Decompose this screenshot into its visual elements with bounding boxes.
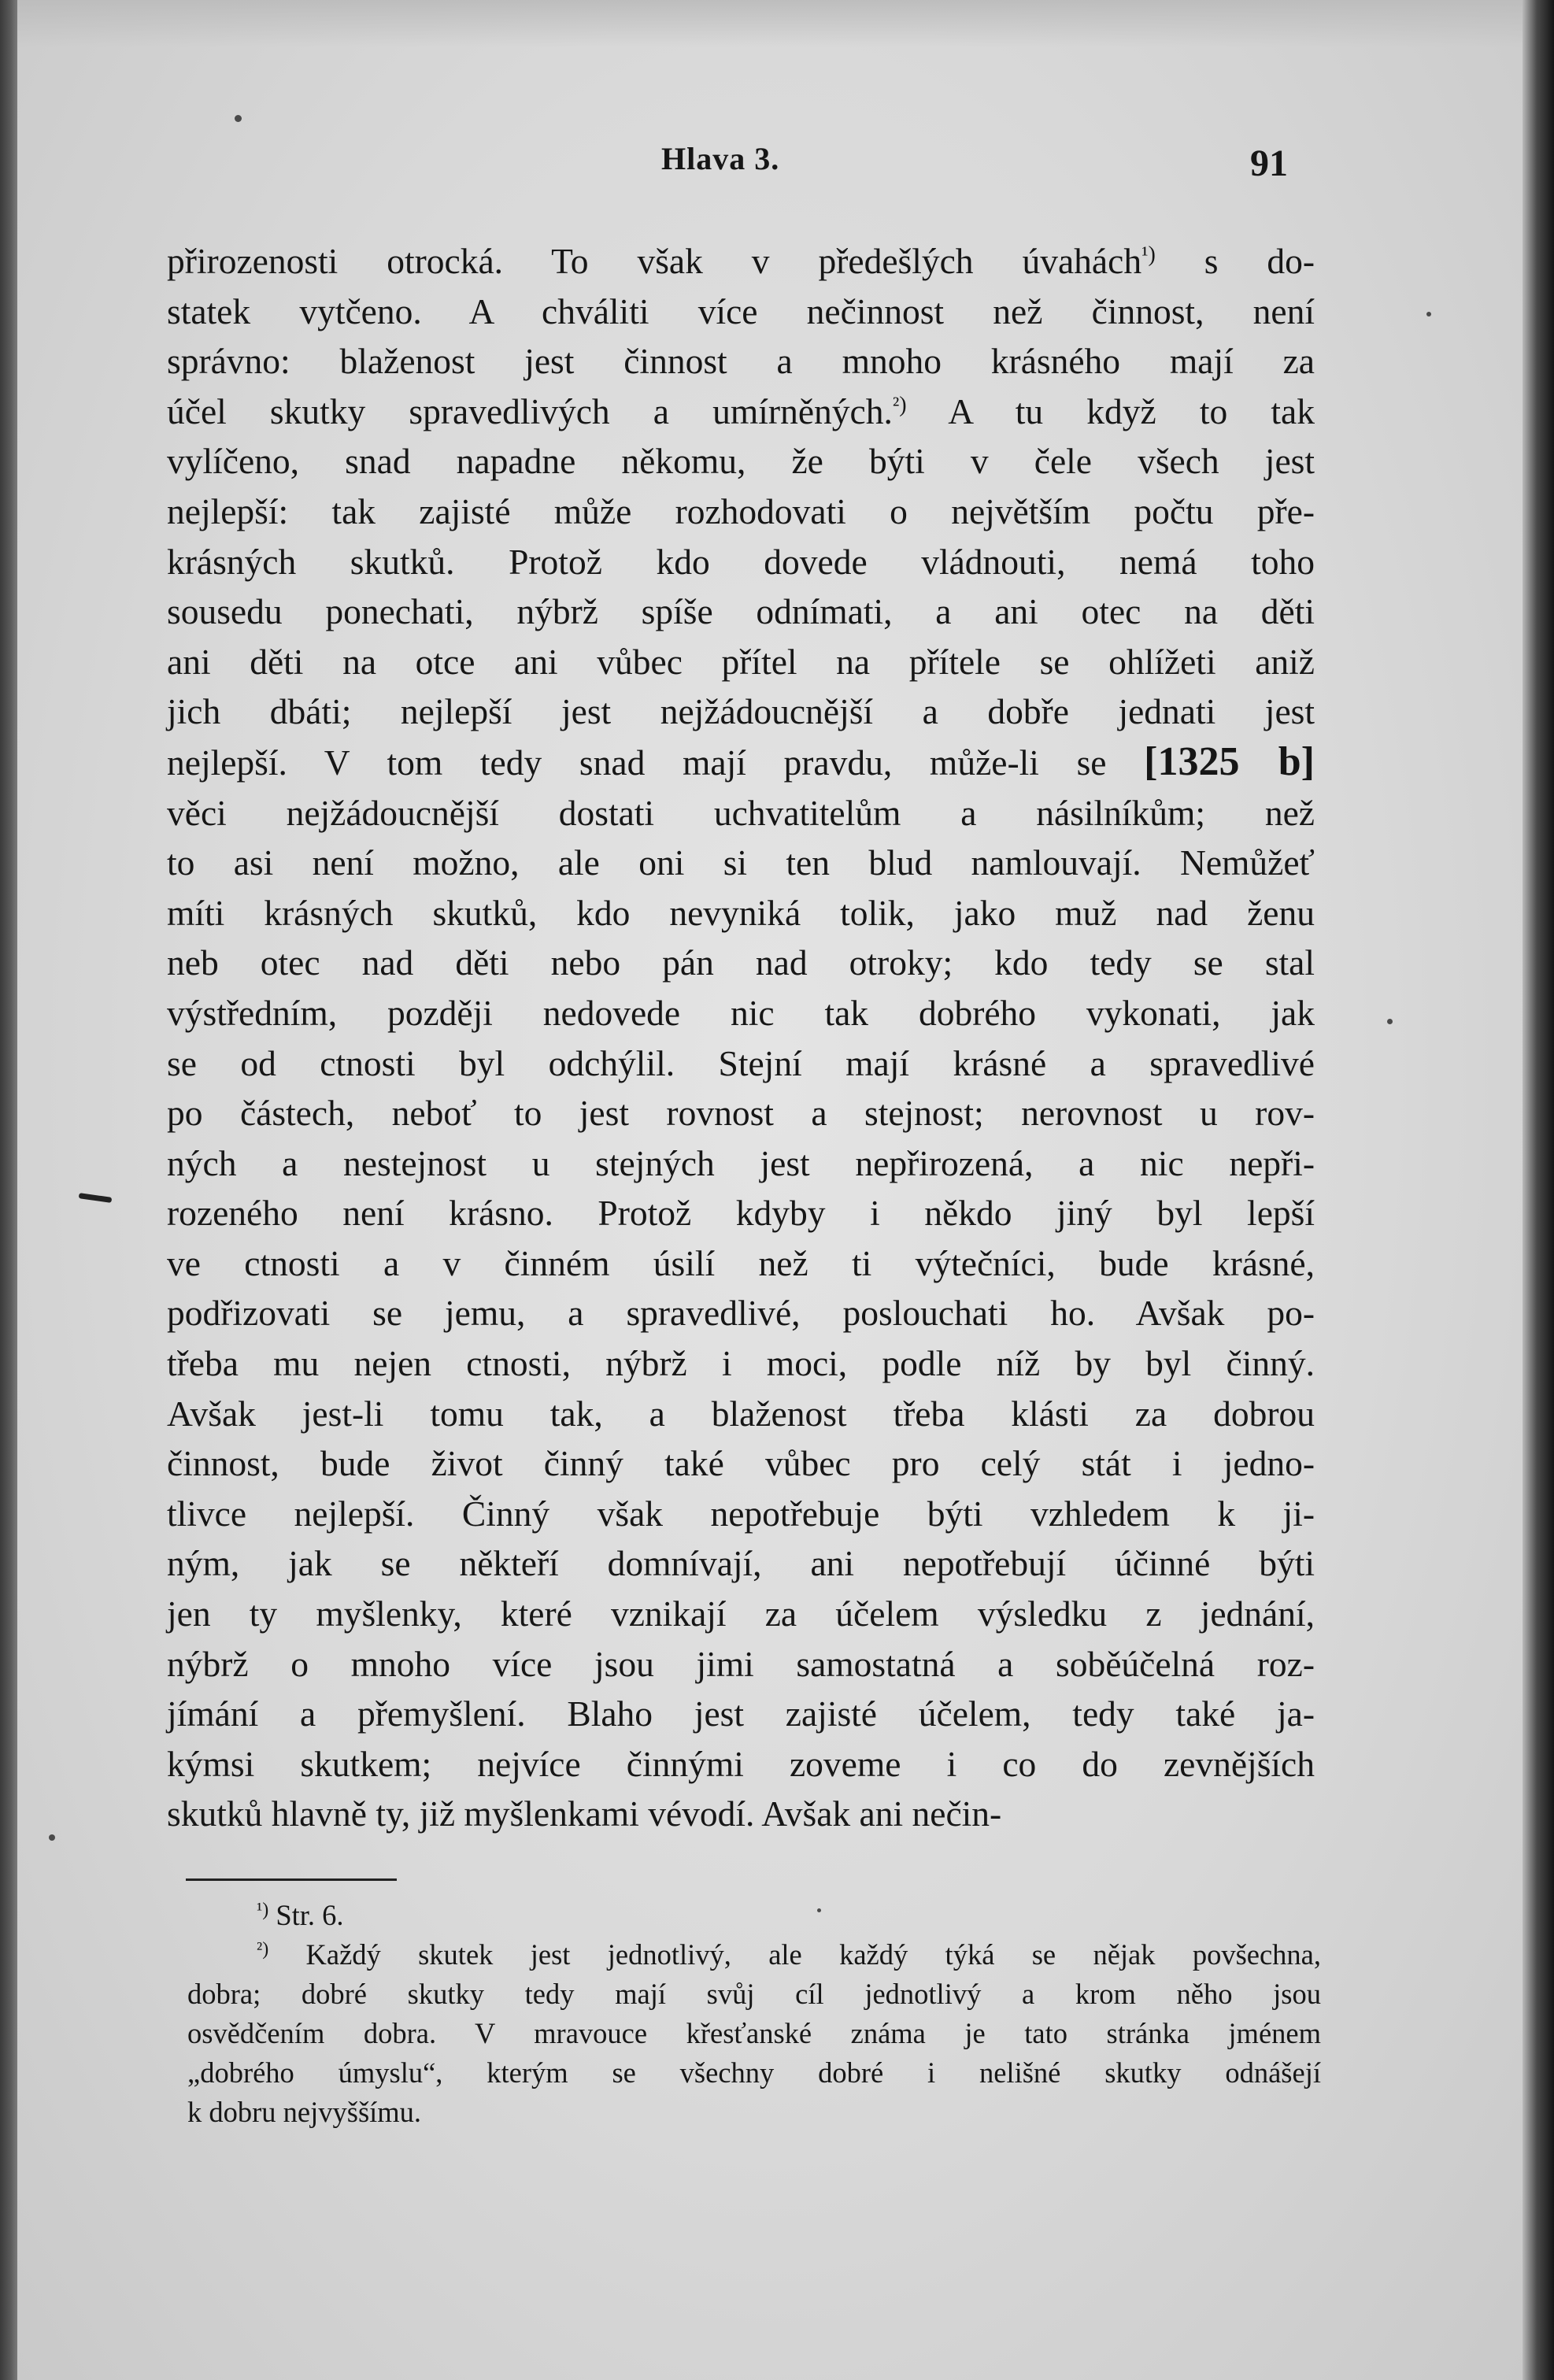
body-line: míti krásných skutků, kdo nevyniká tolik, jako muž nad ženu (167, 892, 1315, 933)
body-line: tlivce nejlepší. Činný však nepotřebuje býti vzhledem k ji- (167, 1493, 1315, 1534)
scan-right-edge (1523, 0, 1554, 2380)
body-line: to asi není možno, ale oni si ten blud namlouvají. Nemůžeť (167, 842, 1315, 883)
paper-speck (235, 115, 242, 122)
page-top-shadow (17, 0, 1523, 47)
body-line: jen ty myšlenky, které vznikají za účelem výsledku z jednání, (167, 1593, 1315, 1634)
body-line: statek vytčeno. A chváliti více nečinnost než činnost, není (167, 291, 1315, 331)
body-line: ve ctnosti a v činném úsilí než ti výtečníci, bude krásné, (167, 1242, 1315, 1283)
body-line: sousedu ponechati, nýbrž spíše odnímati, a ani otec na děti (167, 591, 1315, 632)
paper-speck (1426, 312, 1431, 316)
footnote-2-line: dobra; dobré skutky tedy mají svůj cíl jednotlivý a krom něho jsou (187, 1978, 1321, 2010)
body-line: rozeného není krásno. Protož kdyby i někdo jiný byl lepší (167, 1193, 1315, 1234)
footnote-ref-1: ¹) (1141, 242, 1156, 267)
page-number: 91 (1250, 143, 1288, 184)
body-line: se od ctnosti byl odchýlil. Stejní mají krásné a spravedlivé (167, 1042, 1315, 1083)
body-line: věci nejžádoucnější dostati uchvatitelům a násilníkům; než (167, 792, 1315, 833)
margin-pencil-mark (79, 1193, 113, 1203)
footnotes (187, 1896, 1321, 2132)
body-line: kýmsi skutkem; nejvíce činnými zoveme i co do zevnějších (167, 1743, 1315, 1784)
body-line: podřizovati se jemu, a spravedlivé, poslouchati ho. Avšak po- (167, 1293, 1315, 1334)
body-line: přirozenosti otrocká. To však v předešlých úvahách$^{^1)}$ s do- (167, 241, 1315, 281)
scan-left-edge (0, 0, 17, 2380)
body-line: neb otec nad děti nebo pán nad otroky; kdo tedy se stal (167, 942, 1315, 983)
footnote-2-line: k dobru nejvyššímu. (187, 2096, 422, 2128)
footnote-2-line: „dobrého úmyslu“, kterým se všechny dobré i nelišné skutky odnášejí (187, 2056, 1321, 2089)
body-line: krásných skutků. Protož kdo dovede vládnouti, nemá toho (167, 541, 1315, 582)
body-line: ných a nestejnost u stejných jest nepřirozená, a nic nepři- (167, 1142, 1315, 1183)
body-line: účel skutky spravedlivých a umírněných.$^{^2)}$ A tu když to tak (167, 390, 1315, 431)
footnote-1: $^{^1)}$ Str. 6. (257, 1899, 344, 1931)
body-line: jímání a přemyšlení. Blaho jest zajisté účelem, tedy také ja- (167, 1693, 1315, 1734)
footnote-ref-2: ²) (892, 392, 907, 417)
body-line: výstředním, později nedovede nic tak dobrého vykonati, jak (167, 992, 1315, 1033)
body-line: po částech, neboť to jest rovnost a stejnost; nerovnost u rov- (167, 1093, 1315, 1134)
footnote-divider (186, 1878, 397, 1881)
footnote-2-line: osvědčením dobra. V mravouce křesťanské známa je tato stránka jménem (187, 2017, 1321, 2049)
body-line: Avšak jest-li tomu tak, a blaženost třeba klásti za dobrou (167, 1393, 1315, 1434)
body-line: vylíčeno, snad napadne někomu, že býti v čele všech jest (167, 441, 1315, 482)
body-line: nejlepší. V tom tedy snad mají pravdu, může-li se [1325 b] (167, 738, 1315, 784)
body-line: ným, jak se někteří domnívají, ani nepotřebují účinné býti (167, 1543, 1315, 1584)
body-line: jich dbáti; nejlepší jest nejžádoucnější a dobře jednati jest (167, 691, 1315, 732)
body-line: nejlepší: tak zajisté může rozhodovati o největším počtu pře- (167, 490, 1315, 531)
running-header-title: Hlava 3. (661, 141, 780, 176)
book-page (17, 0, 1523, 2380)
body-line: nýbrž o mnoho více jsou jimi samostatná a soběúčelná roz- (167, 1643, 1315, 1684)
body-line: činnost, bude život činný také vůbec pro celý stát i jedno- (167, 1443, 1315, 1484)
paper-speck (817, 1908, 821, 1912)
body-line: správno: blaženost jest činnost a mnoho krásného mají za (167, 341, 1315, 382)
footnote-2-line: $^{^2)}$ Každý skutek jest jednotlivý, ale každý týká se nějak povšechna, (257, 1938, 1321, 1971)
body-line: ani děti na otce ani vůbec přítel na přítele se ohlížeti aniž (167, 641, 1315, 682)
paper-speck (49, 1834, 55, 1841)
bekker-reference: [1325 b] (1144, 738, 1315, 784)
body-line: skutků hlavně ty, již myšlenkami vévodí. Avšak ani nečin- (167, 1793, 1002, 1834)
paper-speck (1387, 1019, 1393, 1024)
body-line: třeba mu nejen ctnosti, nýbrž i moci, podle níž by byl činný. (167, 1343, 1315, 1384)
body-text (167, 236, 1315, 1839)
